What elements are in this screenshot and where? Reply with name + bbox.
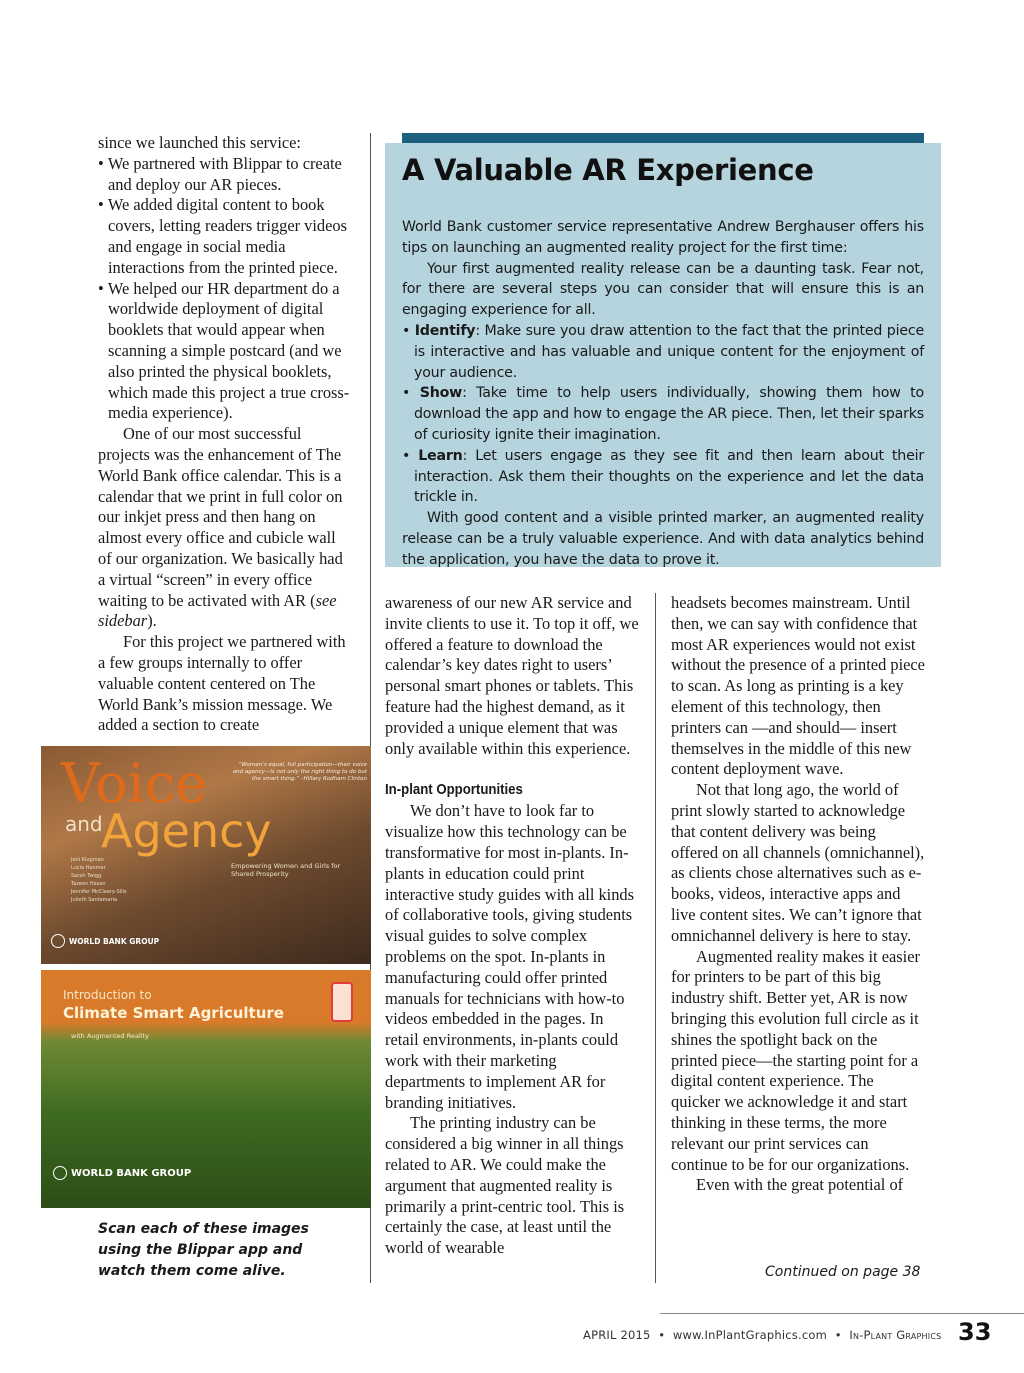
col2-paragraph: awareness of our new AR service and invite clients to use it. To top it off, we offered a feature to download the calendar’s key dates right to users’ personal smart phones or tablets. This feature had the highest demand, as it provided a unique element that was only available within this experience. xyxy=(385,593,639,758)
cover-quote: “Women’s equal, full participation—their voice and agency—is not only the right thing to do but the smart thing.” –Hillary Rodham Clinton xyxy=(232,762,367,782)
world-bank-logo: WORLD BANK GROUP xyxy=(53,1166,191,1180)
sidebar-intro: World Bank customer service representative Andrew Berghauser offers his tips on launching an augmented reality project for the first time: xyxy=(402,219,924,256)
col2-paragraph: We don’t have to look far to visualize how this technology can be transformative for most in-plants. In-plants in education could print interactive study guides with all kinds of collaborative tools, giving students visual guides to solve complex problems on the spot. In-plants in manufacturing could offer printed manuals for technicians with how-to videos embedded in the pages. In retail environments, in-plants could work with their marketing departments to implement AR for branding initiatives. xyxy=(385,801,635,1112)
cover-title-and: and xyxy=(65,812,103,836)
list-item: • We added digital content to book covers, letting readers trigger videos and engage in social media interactions from the printed piece. xyxy=(98,195,353,278)
col1-intro: since we launched this service: xyxy=(98,133,301,152)
cover-title-agency: Agency xyxy=(101,804,272,858)
col3-paragraph: Not that long ago, the world of print slowly started to acknowledge that content delivery was being offered on all channels (omnichannel), as clients chose alternatives such as e-books, videos, interactive apps and live content sites. We can’t ignore that omnichannel delivery is here to stay. xyxy=(671,780,925,945)
footer-date: APRIL 2015 xyxy=(583,1328,651,1342)
cover-title: Climate Smart Agriculture xyxy=(63,1004,284,1022)
page-footer: APRIL 2015 • www.InPlantGraphics.com • In-Plant Graphics xyxy=(583,1328,942,1342)
sidebar-body xyxy=(402,217,924,571)
page-number: 33 xyxy=(958,1318,992,1346)
column-2 xyxy=(385,593,640,1259)
sidebar-closing: With good content and a visible printed marker, an augmented reality release can be a truly valuable experience. And with data analytics behind the application, you have the data to prove it. xyxy=(402,510,924,568)
sidebar-tips-list xyxy=(402,321,924,508)
cover-subtitle: Empowering Women and Girls for Shared Prosperity xyxy=(231,862,341,878)
col1-paragraph: One of our most successful projects was the enhancement of The World Bank office calendar. This is a calendar that we print in full color on our inkjet press and then hang on almost every office and cubicle wall of our organization. We basically had a virtual “screen” in every office waiting to be activated with AR (see sidebar). xyxy=(98,424,343,631)
tip-term: Show xyxy=(419,385,463,402)
globe-icon xyxy=(51,934,65,948)
cover-title-voice: Voice xyxy=(61,752,208,815)
column-3 xyxy=(671,593,926,1196)
col3-paragraph: Augmented reality makes it easier for printers to be part of this big industry shift. Better yet, AR is now bringing this evolution full circle as it shines the spotlight back on the printed piece—the starting point for a digital content experience. The quicker we acknowledge it and start thinking in these terms, the more relevant our print services can continue to be for our organizations. xyxy=(671,946,920,1174)
list-item: • We partnered with Blippar to create and deploy our AR pieces. xyxy=(98,154,353,196)
cover-authors: Jeni Klugman Lucia Hanmer Sarah Twigg Tazeen Hasan Jennifer McCleary-Sills Julieth Santamaria xyxy=(71,857,127,903)
footer-url[interactable]: www.InPlantGraphics.com xyxy=(672,1328,827,1342)
col1-paragraph: For this project we partnered with a few groups internally to offer valuable content centered on The World Bank’s mission message. We added a section to create xyxy=(98,632,346,735)
image-caption: Scan each of these images using the Blippar app and watch them come alive. xyxy=(98,1221,309,1279)
tip-term: Identify xyxy=(414,322,476,339)
footer-rule xyxy=(660,1313,1024,1314)
cover-subtitle: with Augmented Reality xyxy=(71,1032,149,1040)
globe-icon xyxy=(53,1166,67,1180)
col2-paragraph: The printing industry can be considered a big winner in all things related to AR. We could make the argument that augmented reality is primarily a print-centric tool. This is certainly the case, at least until the world of wearable xyxy=(385,1113,625,1258)
list-item: • Identify: Make sure you draw attention to the fact that the printed piece is interactive and has valuable and unique content for the enjoyment of your audience. xyxy=(402,321,924,383)
sidebar-reference: see sidebar xyxy=(98,590,337,631)
col1-bullet-list xyxy=(98,154,353,424)
voice-and-agency-cover-image xyxy=(41,746,371,964)
footer-brand: In-Plant Graphics xyxy=(849,1328,942,1342)
col3-paragraph: Even with the great potential of xyxy=(696,1175,904,1195)
col3-paragraph: headsets becomes mainstream. Until then, we can say with confidence that most AR experiences would not exist without the presence of a printed piece to scan. As long as printing is a key element of this technology, then printers can —and should— insert themselves in the middle of this new content deployment wave. xyxy=(671,593,925,779)
sidebar-title: A Valuable AR Experience xyxy=(402,153,814,187)
tip-term: Learn xyxy=(418,447,463,464)
sidebar-paragraph: Your first augmented reality release can be a daunting task. Fear not, for there are several steps you can consider that will ensure this is an engaging experience for all. xyxy=(402,260,924,319)
column-1 xyxy=(98,133,353,736)
list-item: • Learn: Let users engage as they see fit and then learn about their interaction. Ask them their thoughts on the experience and let the data trickle in. xyxy=(402,446,924,508)
cover-intro: Introduction to xyxy=(63,988,152,1002)
list-item: • We helped our HR department do a worldwide deployment of digital booklets that would appear when scanning a simple postcard (and we also printed the physical booklets, which made this project a true cross-media experience). xyxy=(98,279,353,425)
list-item: • Show: Take time to help users individually, showing them how to download the app and how to engage the AR piece. Then, let their sparks of curiosity ignite their imagination. xyxy=(402,383,924,445)
world-bank-logo: WORLD BANK GROUP xyxy=(51,934,159,948)
continued-note: Continued on page 38 xyxy=(765,1264,921,1280)
climate-smart-agriculture-cover-image xyxy=(41,970,371,1208)
section-subhead: In-plant Opportunities xyxy=(385,781,523,799)
phone-icon xyxy=(331,982,353,1022)
sidebar-top-bar xyxy=(402,133,924,143)
column-divider xyxy=(655,593,656,1283)
